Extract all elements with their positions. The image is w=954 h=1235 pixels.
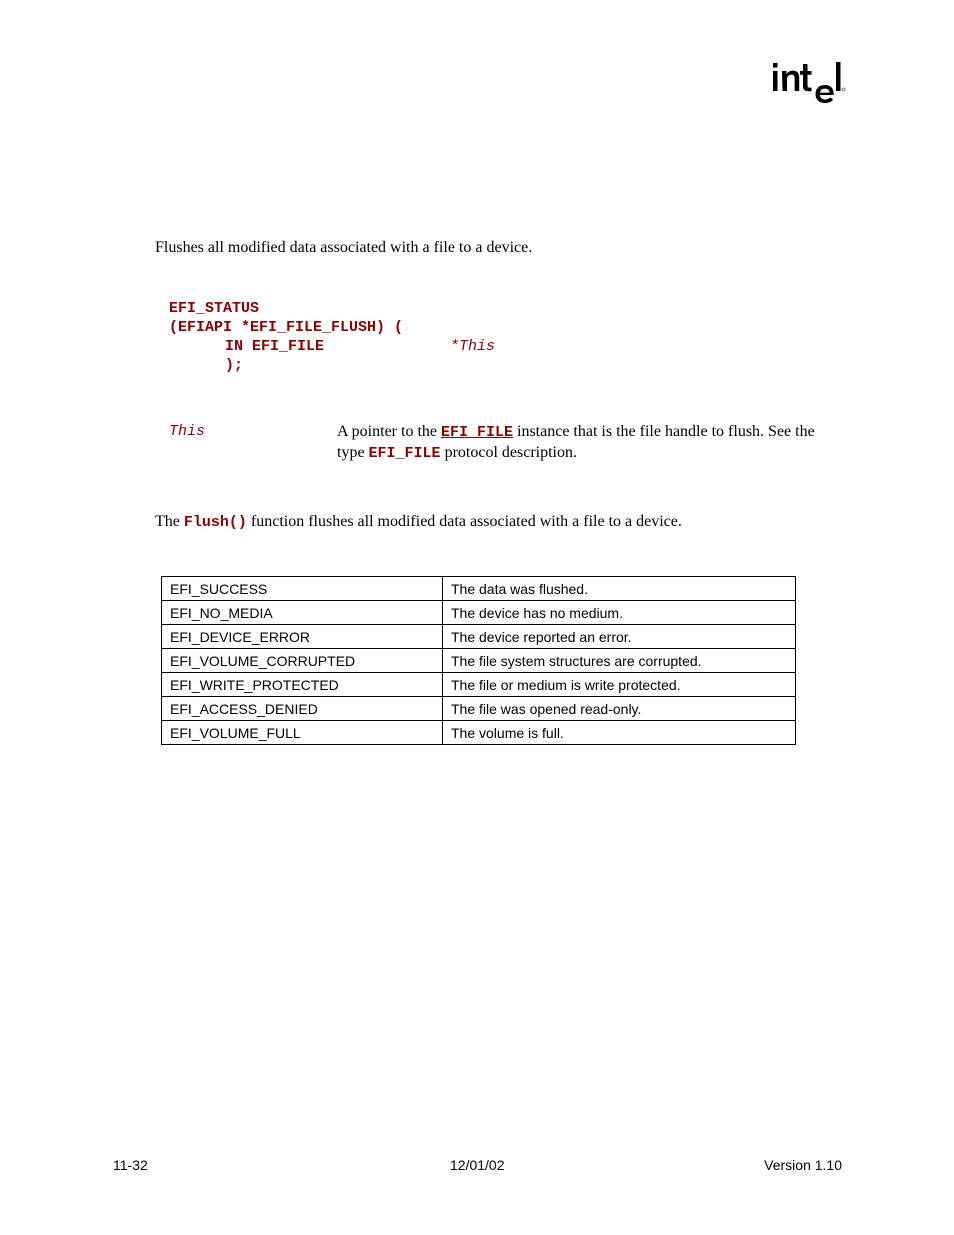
param-desc-this (337, 422, 842, 464)
status-code-cell: EFI_VOLUME_CORRUPTED (162, 649, 443, 673)
table-row (162, 625, 796, 649)
description-suffix: function flushes all modified data associated with a file to a device. (246, 513, 682, 530)
prototype-line-return-type: EFI_STATUS (169, 300, 260, 317)
intel-logo (770, 58, 846, 104)
footer-version: Version 1.10 (764, 1157, 842, 1173)
description-prefix: The (155, 513, 184, 530)
table-row (162, 721, 796, 745)
table-row (162, 697, 796, 721)
status-desc-cell: The device has no medium. (443, 601, 796, 625)
param-desc-middle: instance that is the file handle to flush. See the type (337, 423, 815, 461)
status-code-cell: EFI_SUCCESS (162, 577, 443, 601)
param-desc-suffix: protocol description. (440, 444, 577, 461)
status-code-cell: EFI_WRITE_PROTECTED (162, 673, 443, 697)
status-code-cell: EFI_VOLUME_FULL (162, 721, 443, 745)
status-desc-cell: The file or medium is write protected. (443, 673, 796, 697)
flush-function-code: Flush() (183, 514, 247, 531)
param-name-this: This (169, 423, 206, 440)
footer-date: 12/01/02 (450, 1157, 505, 1173)
status-desc-cell: The device reported an error. (443, 625, 796, 649)
table-row (162, 601, 796, 625)
summary-text: Flushes all modified data associated with a file to a device. (155, 239, 533, 256)
prototype-line-close: ); (225, 357, 244, 374)
status-desc-cell: The file system structures are corrupted. (443, 649, 796, 673)
prototype-line-param-name: *This (450, 338, 496, 355)
table-row (162, 577, 796, 601)
efi-file-link[interactable]: EFI_FILE (440, 424, 513, 441)
status-code-cell: EFI_ACCESS_DENIED (162, 697, 443, 721)
status-code-cell: EFI_NO_MEDIA (162, 601, 443, 625)
table-row (162, 649, 796, 673)
status-code-cell: EFI_DEVICE_ERROR (162, 625, 443, 649)
table-row (162, 673, 796, 697)
efi-file-type-code: EFI_FILE (368, 445, 441, 462)
status-desc-cell: The volume is full. (443, 721, 796, 745)
status-codes-table (161, 576, 796, 745)
prototype-line-signature: (EFIAPI *EFI_FILE_FLUSH) ( (169, 319, 404, 336)
prototype-line-param-type: IN EFI_FILE (225, 338, 325, 355)
status-desc-cell: The file was opened read-only. (443, 697, 796, 721)
footer-page-number: 11-32 (113, 1157, 148, 1173)
param-desc-prefix: A pointer to the (337, 423, 441, 440)
description-text (155, 512, 682, 533)
status-desc-cell: The data was flushed. (443, 577, 796, 601)
